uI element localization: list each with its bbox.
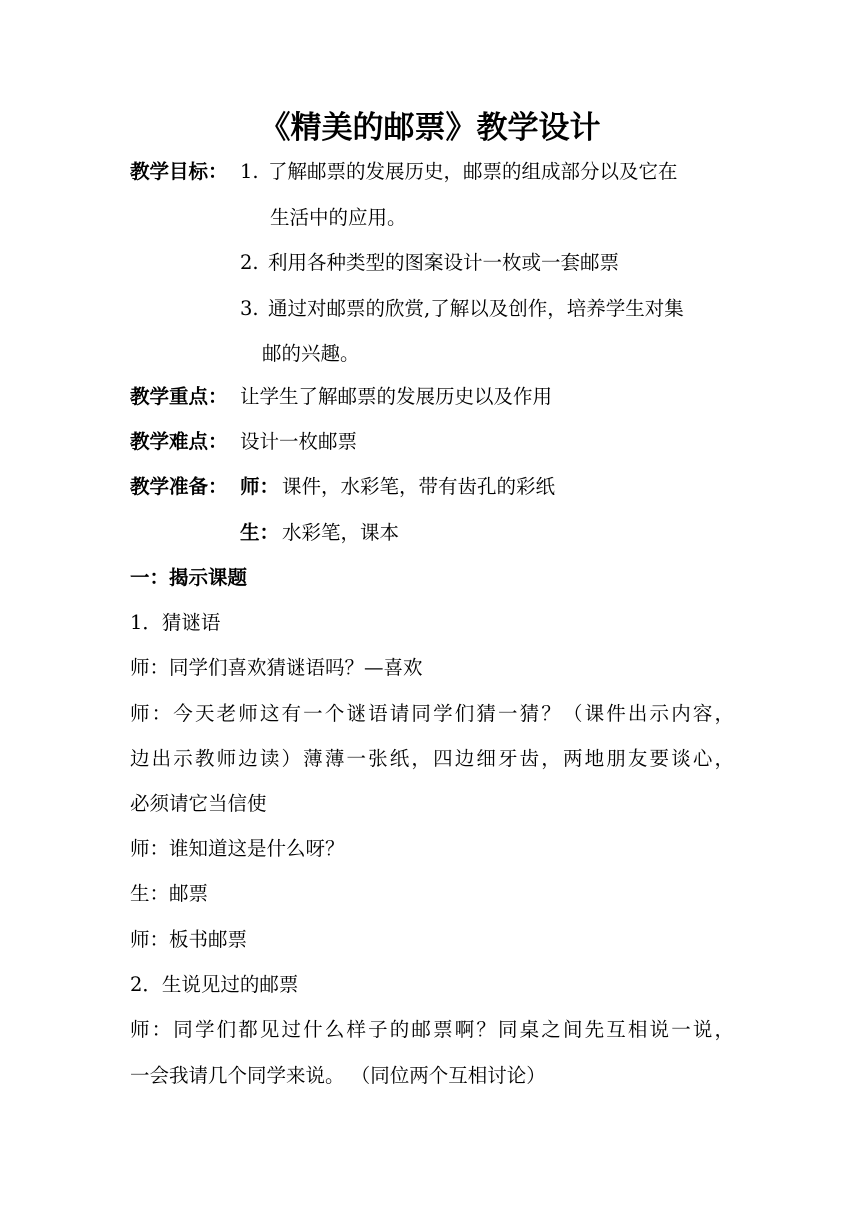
dialogue-line: 师：板书邮票 [130, 928, 248, 951]
dialogue-line: 一会我请几个同学来说。 （同位两个互相讨论） [130, 1064, 546, 1087]
difficulty-text: 设计一枚邮票 [240, 430, 358, 453]
dialogue-line: 师：同学们喜欢猜谜语吗？—喜欢 [130, 656, 423, 679]
document-title: 《精美的邮票》教学设计 [259, 110, 601, 146]
objective-3-line-2: 邮的兴趣。 [262, 342, 360, 365]
preparation-student-text: 水彩笔，课本 [282, 521, 400, 544]
step-2-heading: 2．生说见过的邮票 [130, 973, 299, 996]
objective-3-number: 3. [240, 297, 259, 320]
dialogue-line: 师：谁知道这是什么呀？ [130, 837, 345, 860]
objective-1-line-2: 生活中的应用。 [270, 206, 407, 229]
step-1-heading: 1．猜谜语 [130, 611, 221, 634]
objective-2-text: 利用各种类型的图案设计一枚或一套邮票 [268, 251, 620, 274]
objectives-label: 教学目标： [130, 160, 228, 183]
dialogue-line: 师：今天老师这有一个谜语请同学们猜一猜？（课件出示内容， [130, 702, 734, 725]
section-1-heading: 一：揭示课题 [130, 566, 248, 589]
key-point-label: 教学重点： [130, 385, 228, 408]
preparation-label: 教学准备： [130, 475, 228, 498]
objective-3-line-1: 通过对邮票的欣赏,了解以及创作，培养学生对集 [268, 297, 684, 320]
objective-2-number: 2. [240, 251, 259, 274]
dialogue-line: 生：邮票 [130, 882, 209, 905]
objective-1-number: 1. [240, 160, 259, 183]
preparation-teacher-label: 师： [240, 475, 280, 498]
preparation-teacher-text: 课件，水彩笔，带有齿孔的彩纸 [282, 475, 556, 498]
key-point-text: 让学生了解邮票的发展历史以及作用 [240, 385, 553, 408]
dialogue-line: 师：同学们都见过什么样子的邮票啊？同桌之间先互相说一说， [130, 1018, 734, 1041]
dialogue-line: 必须请它当信使 [130, 792, 267, 815]
preparation-student-label: 生： [240, 521, 280, 544]
dialogue-line: 边出示教师边读）薄薄一张纸，四边细牙齿，两地朋友要谈心， [130, 747, 734, 770]
difficulty-label: 教学难点： [130, 430, 228, 453]
objective-1-line-1: 了解邮票的发展历史，邮票的组成部分以及它在 [268, 160, 678, 183]
